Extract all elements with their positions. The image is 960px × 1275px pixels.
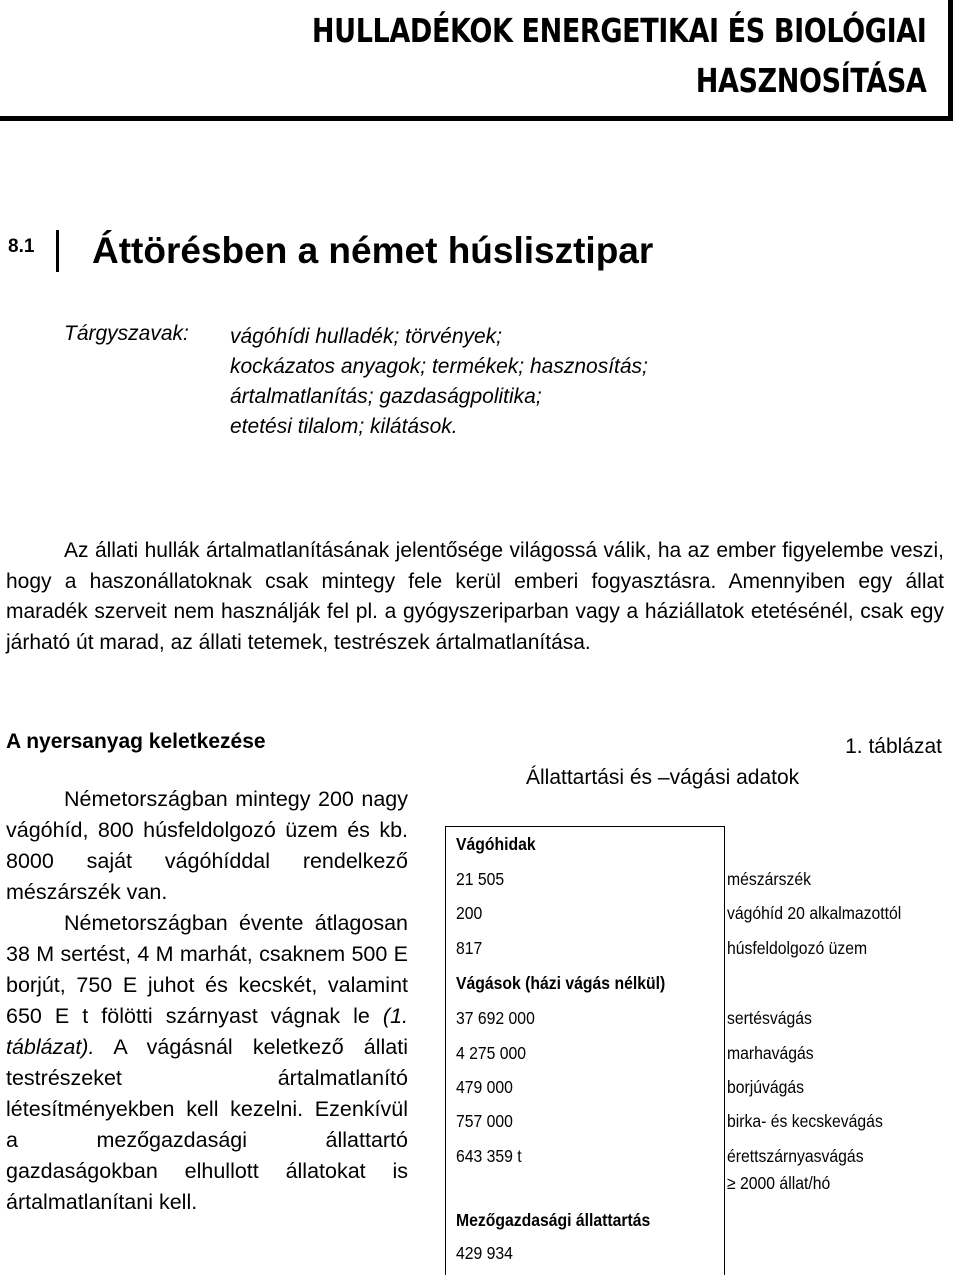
table-cell-value: 4 275 000 bbox=[456, 1043, 527, 1063]
body-text bbox=[6, 784, 408, 1218]
table-caption: Állattartási és –vágási adatok bbox=[526, 766, 800, 789]
subsection-heading: A nyersanyag keletkezése bbox=[6, 730, 266, 753]
table-cell-value: 21 505 bbox=[456, 869, 505, 889]
table-cell-value: 479 000 bbox=[456, 1077, 513, 1097]
keywords-line: kockázatos anyagok; termékek; hasznosítás; bbox=[230, 355, 648, 378]
keywords-label: Tárgyszavak: bbox=[64, 322, 189, 345]
body-paragraph bbox=[6, 908, 408, 1218]
table-cell-value: 757 000 bbox=[456, 1111, 513, 1131]
table-cell-value: 200 bbox=[456, 903, 483, 923]
table-section-heading: Mezőgazdasági állattartás bbox=[456, 1210, 651, 1230]
table-cell-value: 643 359 t bbox=[456, 1146, 522, 1166]
header-horizontal-rule bbox=[0, 116, 953, 121]
keywords-line: etetési tilalom; kilátások. bbox=[230, 415, 458, 438]
table-section-heading: Vágások (házi vágás nélkül) bbox=[456, 973, 666, 993]
body-text-span: A vágásnál keletkező állati testrészeket ártalmatlanító létesítményekben kell kezelni. Ezenkívül a mezőgazdasági állattartó gazdaságokban elhullott állatokat is ártalmatlanítani kell. bbox=[6, 1035, 408, 1214]
section-title: Áttörésben a német húslisztipar bbox=[92, 230, 654, 271]
table-cell-label: érettszárnyasvágás bbox=[727, 1146, 864, 1166]
table-cell-label: borjúvágás bbox=[727, 1077, 805, 1097]
table-number: 1. táblázat bbox=[845, 735, 942, 758]
section-number: 8.1 bbox=[8, 236, 35, 257]
table-cell-label: vágóhíd 20 alkalmazottól bbox=[727, 903, 902, 923]
table-cell-label: sertésvágás bbox=[727, 1008, 812, 1028]
header-vertical-rule bbox=[948, 0, 953, 118]
body-paragraph: Németországban mintegy 200 nagy vágóhíd, 800 húsfeldolgozó üzem és kb. 8000 saját vágóhíddal rendelkező mészárszék van. bbox=[6, 787, 408, 904]
keywords-line: vágóhídi hulladék; törvények; bbox=[230, 325, 503, 348]
table-cell-value: 817 bbox=[456, 938, 483, 958]
keywords-line: ártalmatlanítás; gazdaságpolitika; bbox=[230, 385, 542, 408]
body-text-span: Németországban évente átlagosan 38 M sertést, 4 M marhát, csaknem 500 E borjút, 750 E juhot és kecskét, valamint 650 E t fölötti szárnyast vágnak le bbox=[6, 911, 408, 1028]
header-title-line1: HULLADÉKOK ENERGETIKAI ÉS BIOLÓGIAI bbox=[311, 11, 926, 50]
table-cell-value: 429 934 bbox=[456, 1243, 513, 1263]
intro-paragraph: Az állati hullák ártalmatlanításának jelentősége világossá válik, ha az ember figyelembe veszi, hogy a haszonállatoknak csak mintegy fele kerül emberi fogyasztásra. Amennyiben egy állat maradék szerveit nem használják fel pl. a gyógyszeriparban vagy a háziállatok etetésénél, csak egy járható út marad, az állati tetemek, testrészek ártalmatlanítása. bbox=[6, 539, 944, 654]
keywords-list bbox=[230, 322, 648, 442]
table-cell-value: 37 692 000 bbox=[456, 1008, 535, 1028]
table-cell-label: húsfeldolgozó üzem bbox=[727, 938, 868, 958]
table-section-heading: Vágóhidak bbox=[456, 834, 536, 854]
table-cell-label: birka- és kecskevágás bbox=[727, 1111, 883, 1131]
table-reference: (1. táblázat). bbox=[6, 1004, 408, 1059]
header-title-line2: HASZNOSÍTÁSA bbox=[695, 61, 926, 100]
table-cell-label: mészárszék bbox=[727, 869, 812, 889]
section-divider bbox=[56, 230, 59, 272]
table-cell-note: ≥ 2000 állat/hó bbox=[727, 1173, 831, 1193]
page-header-title bbox=[311, 6, 926, 106]
page-header bbox=[0, 0, 950, 118]
table-cell-label: marhavágás bbox=[727, 1043, 814, 1063]
